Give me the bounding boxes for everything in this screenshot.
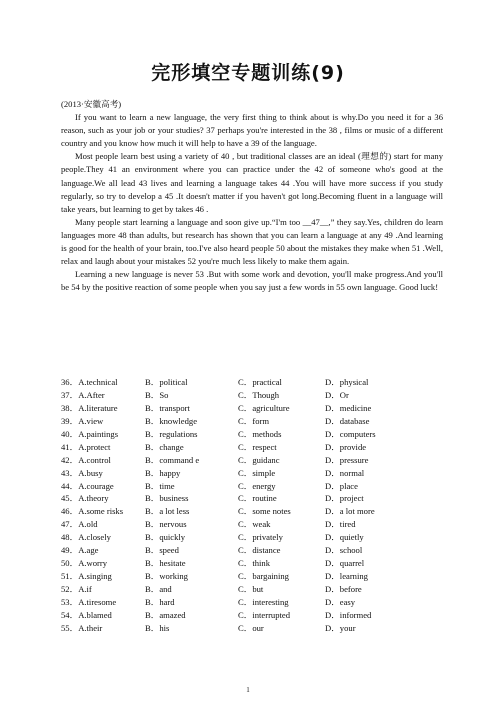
option-choice: C．interrupted xyxy=(238,609,291,620)
option-choice: B．happy xyxy=(145,467,181,478)
option-choice: B．transport xyxy=(145,402,190,413)
option-choice: C．distance xyxy=(238,545,281,556)
passage-paragraph: Most people learn best using a variety of 40 , but traditional classes are an ideal (理想的) start for many people.They 41 an environment where you can practice under the 42 of someone who's good at the language.We all lead 43 lives and learning a language takes 44 .You will have more success if you study regularly, so try to develop a 45 .It doesn't matter if you haven't got long.Becoming fluent in a language will take years, but learning to get by takes 46 . xyxy=(61,151,443,214)
option-choice: D．normal xyxy=(325,467,365,478)
option-choice: D．learning xyxy=(325,571,368,582)
option-choice: 45．A.theory xyxy=(61,493,109,504)
option-choice: B．time xyxy=(145,480,175,491)
option-choice: B．knowledge xyxy=(145,415,198,426)
option-choice: D．physical xyxy=(325,377,369,387)
option-choice: B．regulations xyxy=(145,428,198,439)
option-choice: B．command e xyxy=(145,454,200,465)
option-choice: D．Or xyxy=(325,389,349,400)
option-choice: C．methods xyxy=(238,428,282,439)
option-choice: C．weak xyxy=(238,519,271,530)
passage-paragraph: If you want to learn a new language, the very first thing to think about is why.Do you need it for a 36 reason, such as your job or your studies? 37 perhaps you're interested in the 38 , films or music of a different country and you know how much it will help to have a 39 of the language. xyxy=(61,112,443,149)
option-choice: 53．A.tiresome xyxy=(61,596,117,607)
option-choice: C．practical xyxy=(238,377,282,387)
option-choice: 43．A.busy xyxy=(61,467,103,478)
option-choice: C．some notes xyxy=(238,506,291,517)
option-choice: B．working xyxy=(145,571,188,582)
option-choice: D．a lot more xyxy=(325,506,375,517)
option-choice: C．energy xyxy=(238,480,276,491)
option-choice: D．medicine xyxy=(325,402,372,413)
option-choice: 38．A.literature xyxy=(61,402,118,413)
option-choice: D．place xyxy=(325,480,358,491)
option-choice: C．Though xyxy=(238,389,280,400)
option-choice: D．project xyxy=(325,493,364,504)
option-choice: 47．A.old xyxy=(61,519,98,530)
option-choice: D．informed xyxy=(325,609,372,620)
option-choice: B．quickly xyxy=(145,532,186,543)
option-choice: D．easy xyxy=(325,596,356,607)
option-choice: C．but xyxy=(238,584,264,594)
option-choice: B．business xyxy=(145,493,189,504)
option-choice: B．hesitate xyxy=(145,558,186,569)
option-choice: 41．A.protect xyxy=(61,441,111,452)
option-choice: 50．A.worry xyxy=(61,558,108,569)
option-choice: C．interesting xyxy=(238,596,289,607)
option-choice: C．routine xyxy=(238,493,277,504)
option-choice: D．school xyxy=(325,545,363,556)
option-choice: B．nervous xyxy=(145,519,187,530)
option-choice: D．quarrel xyxy=(325,558,365,569)
option-choice: 55．A.their xyxy=(61,622,103,633)
source-note: (2013·安徽高考) xyxy=(61,99,122,109)
cloze-passage xyxy=(61,98,443,294)
option-choice: 54．A.blamed xyxy=(61,609,112,620)
option-choice: D．computers xyxy=(325,428,376,439)
option-choice: 52．A.if xyxy=(61,584,92,594)
passage-paragraph: Many people start learning a language and soon give up.“I'm too __47__,” they say.Yes, children do learn languages more 48 than adults, but research has shown that you can learn a language at any 49 .And learning is good for the health of your brain, too.I've also heard people 50 about the mistakes they make when 51 .Well, relax and laugh about your mistakes 52 you're much less likely to make them again. xyxy=(61,216,443,267)
option-choice: 36．A.technical xyxy=(61,377,118,387)
option-choice: B．and xyxy=(145,584,172,594)
option-choice: 48．A.closely xyxy=(61,532,111,543)
option-choice: B．a lot less xyxy=(145,506,190,517)
option-choice: D．database xyxy=(325,415,370,426)
option-choice: B．political xyxy=(145,377,188,387)
page-title: 完形填空专题训练(9) xyxy=(151,62,345,84)
option-choice: D．your xyxy=(325,622,356,633)
option-choice: 46．A.some risks xyxy=(61,506,124,517)
option-choice: C．guidanc xyxy=(238,454,280,465)
option-choice: D．pressure xyxy=(325,454,369,465)
option-choice: 44．A.courage xyxy=(61,480,114,491)
option-choice: D．tired xyxy=(325,519,356,530)
option-choice: D．quietly xyxy=(325,532,364,543)
option-choice: D．before xyxy=(325,584,362,594)
option-choice: B．his xyxy=(145,622,170,633)
option-choice: B．hard xyxy=(145,596,175,607)
option-choice: C．bargaining xyxy=(238,571,289,582)
option-choice: 40．A.paintings xyxy=(61,428,119,439)
option-choice: B．amazed xyxy=(145,609,186,620)
option-choice: C．respect xyxy=(238,441,277,452)
option-choice: 51．A.singing xyxy=(61,571,112,582)
option-choice: 37．A.After xyxy=(61,389,105,400)
option-choice: B．So xyxy=(145,389,169,400)
option-choice: C．form xyxy=(238,415,270,426)
option-choice: B．speed xyxy=(145,545,179,556)
option-choice: C．our xyxy=(238,622,264,633)
option-choice: 42．A.control xyxy=(61,454,111,465)
option-choice: C．simple xyxy=(238,467,276,478)
option-choice: C．think xyxy=(238,558,270,569)
passage-paragraph: Learning a new language is never 53 .But with some work and devotion, you'll make progress.And you'll be 54 by the positive reaction of some people when you say just a few words in 55 own language. Good luck! xyxy=(61,269,443,293)
option-choice: 39．A.view xyxy=(61,415,104,426)
option-choice: C．agriculture xyxy=(238,402,290,413)
option-choice: 49．A.age xyxy=(61,545,99,556)
option-choice: B．change xyxy=(145,441,184,452)
option-choice: C．privately xyxy=(238,532,283,543)
page-number: 1 xyxy=(246,686,250,694)
option-choice: D．provide xyxy=(325,441,367,452)
